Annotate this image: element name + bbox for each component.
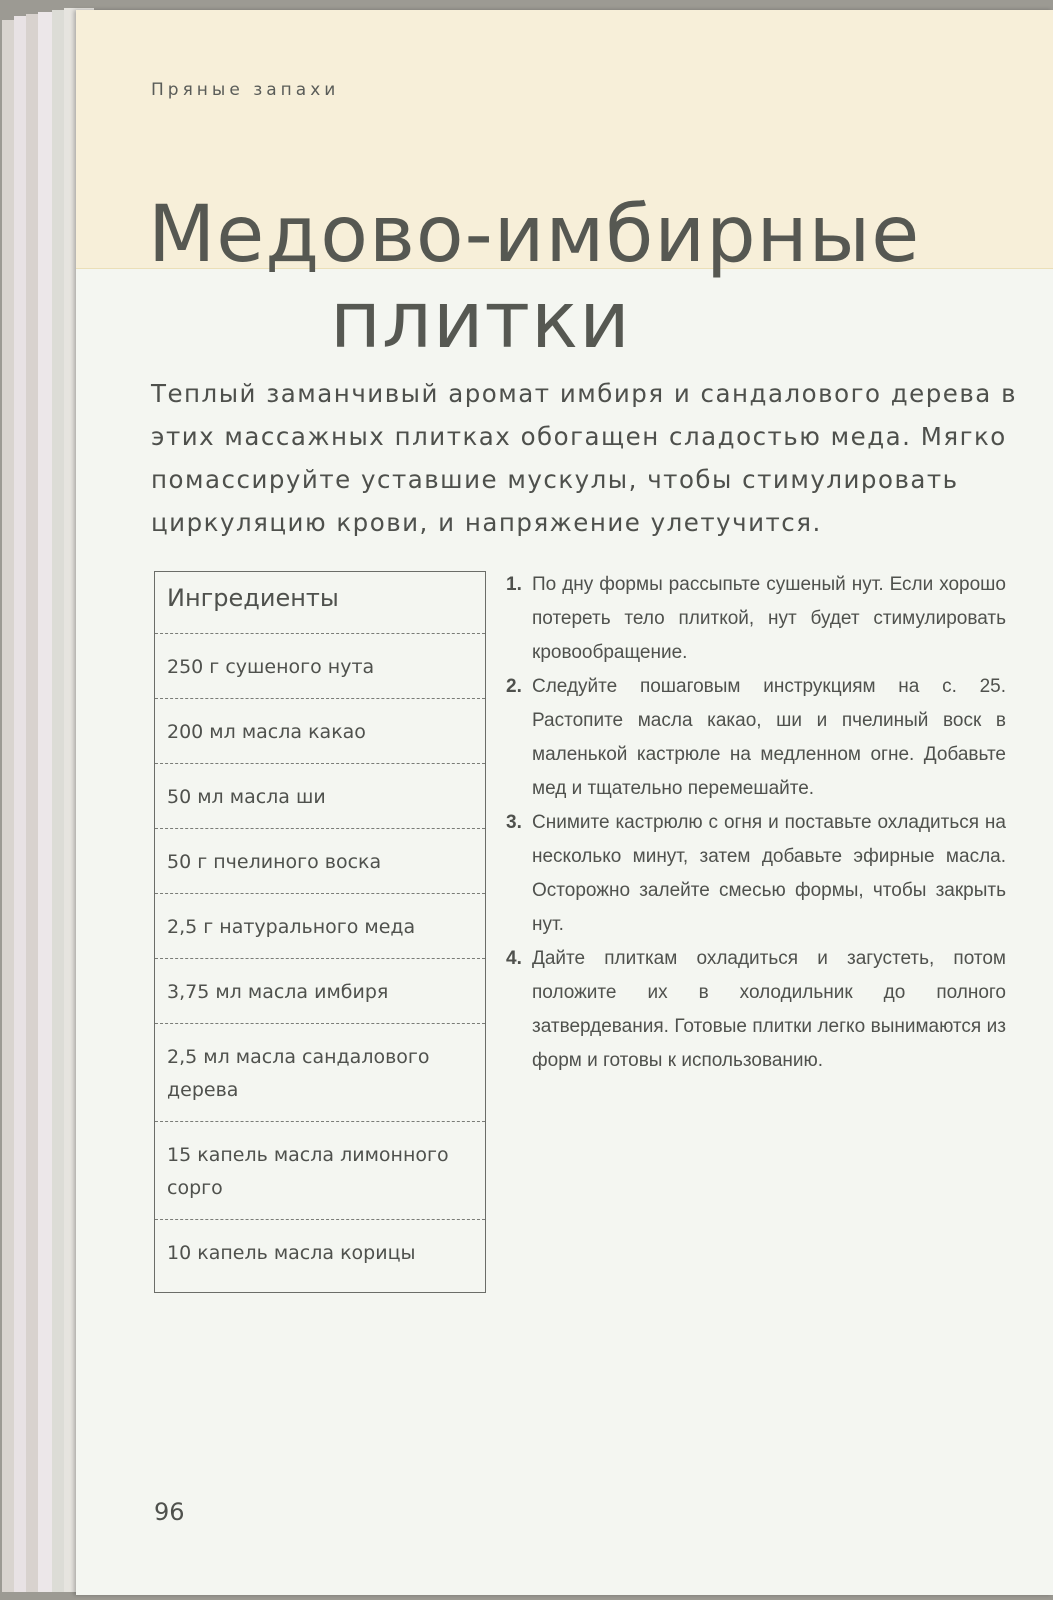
step-number: 1. [506,574,522,595]
title-line-1: Медово-имбирные [148,190,921,280]
ingredient-item: 50 мл масла ши [155,764,485,829]
ingredient-item: 2,5 г натурального меда [155,894,485,959]
ingredient-item: 200 мл масла какао [155,699,485,764]
step-item [506,568,1006,670]
step-text: Снимите кастрюлю с огня и поставьте охладиться на несколько минут, затем добавьте эфирные масла. Осторожно залейте смесью формы, чтобы закрыть нут. [532,812,1006,935]
step-item [506,670,1006,806]
step-text: Дайте плиткам охладиться и загустеть, потом положите их в холодильник до полного затвердевания. Готовые плитки легко вынимаются из форм и готовы к использованию. [532,948,1006,1071]
ingredients-box [154,571,486,1293]
ingredient-item: 15 капель масла лимонного сорго [155,1122,485,1220]
step-item [506,806,1006,942]
step-number: 2. [506,676,522,697]
step-number: 4. [506,948,522,969]
running-head: Пряные запахи [151,80,340,100]
step-number: 3. [506,812,522,833]
page-title [148,192,920,364]
intro-paragraph: Теплый заманчивый аромат имбиря и сандалового дерева в этих массажных плитках обогащен сладостью меда. Мягко помассируйте уставшие мускулы, чтобы стимулировать циркуляцию крови, и напряжение улетучится. [151,379,1018,537]
ingredient-item: 250 г сушеного нута [155,634,485,699]
ingredient-item: 3,75 мл масла имбиря [155,959,485,1024]
step-text: Следуйте пошаговым инструкциям на с. 25. Растопите масла какао, ши и пчелиный воск в маленькой кастрюле на медленном огне. Добавьте мед и тщательно перемешайте. [532,676,1006,799]
step-text: По дну формы рассыпьте сушеный нут. Если хорошо потереть тело плиткой, нут будет стимулировать кровообращение. [532,574,1006,663]
title-line-2: плитки [330,276,631,366]
page-number: 96 [154,1498,185,1526]
ingredient-item: 50 г пчелиного воска [155,829,485,894]
ingredient-item: 2,5 мл масла сандалового дерева [155,1024,485,1122]
ingredients-heading: Ингредиенты [155,572,485,634]
ingredient-item: 10 капель масла корицы [167,1242,416,1264]
instruction-steps [506,568,1006,1078]
step-item [506,942,1006,1078]
book-page [76,10,1053,1595]
